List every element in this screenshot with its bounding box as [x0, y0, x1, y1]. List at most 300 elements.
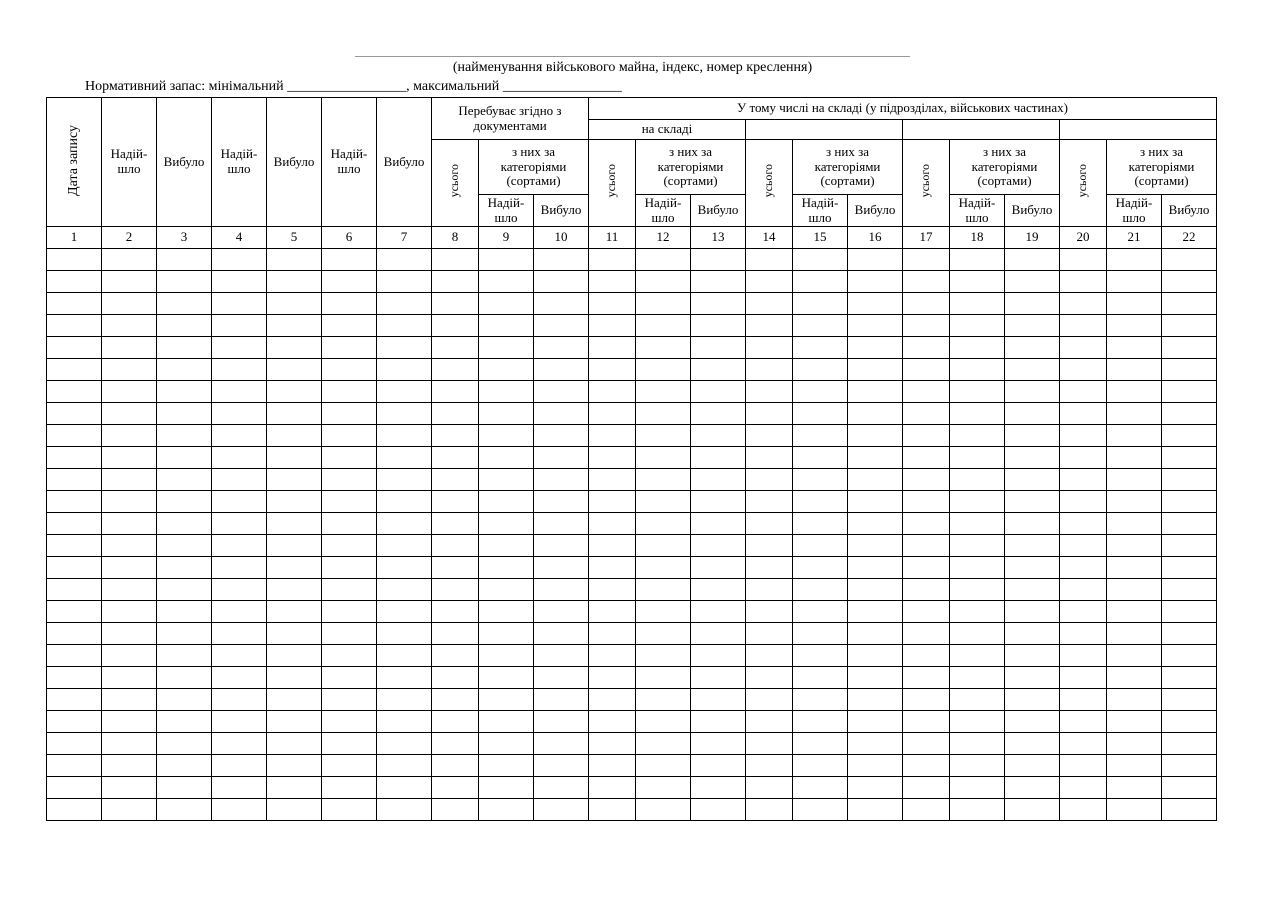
- ledger-cell[interactable]: [479, 337, 534, 359]
- ledger-cell[interactable]: [1162, 623, 1217, 645]
- ledger-cell[interactable]: [950, 513, 1005, 535]
- ledger-cell[interactable]: [1162, 601, 1217, 623]
- ledger-cell[interactable]: [1005, 403, 1060, 425]
- ledger-cell[interactable]: [950, 557, 1005, 579]
- ledger-cell[interactable]: [903, 293, 950, 315]
- ledger-cell[interactable]: [432, 293, 479, 315]
- ledger-cell[interactable]: [534, 535, 589, 557]
- ledger-cell[interactable]: [1162, 667, 1217, 689]
- ledger-cell[interactable]: [636, 293, 691, 315]
- ledger-cell[interactable]: [377, 689, 432, 711]
- ledger-cell[interactable]: [848, 271, 903, 293]
- ledger-cell[interactable]: [1060, 337, 1107, 359]
- ledger-cell[interactable]: [1162, 733, 1217, 755]
- ledger-cell[interactable]: [534, 249, 589, 271]
- ledger-cell[interactable]: [950, 711, 1005, 733]
- ledger-cell[interactable]: [950, 535, 1005, 557]
- ledger-cell[interactable]: [1107, 513, 1162, 535]
- ledger-cell[interactable]: [848, 491, 903, 513]
- ledger-cell[interactable]: [534, 315, 589, 337]
- ledger-cell[interactable]: [589, 271, 636, 293]
- ledger-cell[interactable]: [47, 711, 102, 733]
- ledger-cell[interactable]: [793, 249, 848, 271]
- ledger-cell[interactable]: [636, 535, 691, 557]
- ledger-cell[interactable]: [212, 271, 267, 293]
- ledger-cell[interactable]: [1107, 469, 1162, 491]
- ledger-cell[interactable]: [479, 667, 534, 689]
- ledger-cell[interactable]: [432, 777, 479, 799]
- ledger-cell[interactable]: [848, 535, 903, 557]
- ledger-cell[interactable]: [157, 425, 212, 447]
- ledger-cell[interactable]: [479, 271, 534, 293]
- ledger-cell[interactable]: [589, 535, 636, 557]
- ledger-cell[interactable]: [102, 667, 157, 689]
- ledger-cell[interactable]: [903, 579, 950, 601]
- ledger-cell[interactable]: [267, 249, 322, 271]
- ledger-cell[interactable]: [691, 491, 746, 513]
- ledger-cell[interactable]: [746, 315, 793, 337]
- ledger-cell[interactable]: [479, 601, 534, 623]
- ledger-cell[interactable]: [1107, 447, 1162, 469]
- ledger-cell[interactable]: [903, 777, 950, 799]
- ledger-cell[interactable]: [903, 381, 950, 403]
- ledger-cell[interactable]: [157, 491, 212, 513]
- ledger-cell[interactable]: [793, 777, 848, 799]
- ledger-cell[interactable]: [589, 799, 636, 821]
- ledger-cell[interactable]: [793, 535, 848, 557]
- ledger-cell[interactable]: [267, 799, 322, 821]
- ledger-cell[interactable]: [848, 425, 903, 447]
- ledger-cell[interactable]: [322, 755, 377, 777]
- ledger-cell[interactable]: [848, 777, 903, 799]
- ledger-cell[interactable]: [212, 491, 267, 513]
- ledger-cell[interactable]: [432, 381, 479, 403]
- ledger-cell[interactable]: [322, 359, 377, 381]
- ledger-cell[interactable]: [212, 469, 267, 491]
- ledger-cell[interactable]: [157, 337, 212, 359]
- ledger-cell[interactable]: [267, 645, 322, 667]
- ledger-cell[interactable]: [636, 623, 691, 645]
- ledger-cell[interactable]: [267, 689, 322, 711]
- ledger-cell[interactable]: [1107, 755, 1162, 777]
- ledger-cell[interactable]: [47, 513, 102, 535]
- ledger-cell[interactable]: [636, 667, 691, 689]
- ledger-cell[interactable]: [636, 799, 691, 821]
- ledger-cell[interactable]: [1005, 755, 1060, 777]
- ledger-cell[interactable]: [691, 381, 746, 403]
- ledger-cell[interactable]: [1107, 403, 1162, 425]
- ledger-cell[interactable]: [848, 249, 903, 271]
- ledger-cell[interactable]: [1107, 293, 1162, 315]
- ledger-cell[interactable]: [47, 381, 102, 403]
- ledger-cell[interactable]: [267, 447, 322, 469]
- ledger-cell[interactable]: [47, 447, 102, 469]
- ledger-cell[interactable]: [157, 601, 212, 623]
- ledger-cell[interactable]: [1060, 777, 1107, 799]
- ledger-cell[interactable]: [212, 359, 267, 381]
- ledger-cell[interactable]: [157, 799, 212, 821]
- ledger-cell[interactable]: [903, 469, 950, 491]
- ledger-cell[interactable]: [1060, 799, 1107, 821]
- ledger-cell[interactable]: [432, 359, 479, 381]
- ledger-cell[interactable]: [589, 689, 636, 711]
- ledger-cell[interactable]: [322, 689, 377, 711]
- ledger-cell[interactable]: [157, 667, 212, 689]
- ledger-cell[interactable]: [157, 623, 212, 645]
- ledger-cell[interactable]: [432, 601, 479, 623]
- ledger-cell[interactable]: [212, 601, 267, 623]
- ledger-cell[interactable]: [322, 315, 377, 337]
- ledger-cell[interactable]: [950, 601, 1005, 623]
- ledger-cell[interactable]: [1005, 447, 1060, 469]
- ledger-cell[interactable]: [377, 645, 432, 667]
- ledger-cell[interactable]: [903, 645, 950, 667]
- ledger-cell[interactable]: [950, 425, 1005, 447]
- ledger-cell[interactable]: [377, 249, 432, 271]
- ledger-cell[interactable]: [746, 513, 793, 535]
- ledger-cell[interactable]: [1107, 689, 1162, 711]
- ledger-cell[interactable]: [534, 359, 589, 381]
- ledger-cell[interactable]: [479, 381, 534, 403]
- ledger-cell[interactable]: [903, 601, 950, 623]
- ledger-cell[interactable]: [636, 425, 691, 447]
- ledger-cell[interactable]: [479, 689, 534, 711]
- ledger-cell[interactable]: [479, 513, 534, 535]
- ledger-cell[interactable]: [432, 799, 479, 821]
- ledger-cell[interactable]: [691, 689, 746, 711]
- ledger-cell[interactable]: [377, 557, 432, 579]
- ledger-cell[interactable]: [636, 755, 691, 777]
- ledger-cell[interactable]: [322, 645, 377, 667]
- ledger-cell[interactable]: [47, 799, 102, 821]
- ledger-cell[interactable]: [793, 689, 848, 711]
- ledger-cell[interactable]: [267, 733, 322, 755]
- ledger-cell[interactable]: [1060, 579, 1107, 601]
- ledger-cell[interactable]: [267, 667, 322, 689]
- ledger-cell[interactable]: [636, 381, 691, 403]
- ledger-cell[interactable]: [1107, 623, 1162, 645]
- ledger-cell[interactable]: [479, 711, 534, 733]
- ledger-cell[interactable]: [746, 667, 793, 689]
- ledger-cell[interactable]: [903, 403, 950, 425]
- ledger-cell[interactable]: [746, 755, 793, 777]
- ledger-cell[interactable]: [47, 337, 102, 359]
- ledger-cell[interactable]: [432, 689, 479, 711]
- ledger-cell[interactable]: [589, 777, 636, 799]
- ledger-cell[interactable]: [479, 491, 534, 513]
- ledger-cell[interactable]: [848, 711, 903, 733]
- ledger-cell[interactable]: [848, 557, 903, 579]
- ledger-cell[interactable]: [212, 579, 267, 601]
- ledger-cell[interactable]: [1005, 491, 1060, 513]
- ledger-cell[interactable]: [102, 535, 157, 557]
- ledger-cell[interactable]: [1107, 667, 1162, 689]
- ledger-cell[interactable]: [157, 271, 212, 293]
- ledger-cell[interactable]: [1005, 359, 1060, 381]
- ledger-cell[interactable]: [102, 513, 157, 535]
- min-stock-field[interactable]: _________________: [287, 79, 407, 94]
- ledger-cell[interactable]: [212, 315, 267, 337]
- ledger-cell[interactable]: [47, 733, 102, 755]
- ledger-cell[interactable]: [534, 711, 589, 733]
- ledger-cell[interactable]: [1162, 755, 1217, 777]
- ledger-cell[interactable]: [691, 711, 746, 733]
- ledger-cell[interactable]: [636, 711, 691, 733]
- ledger-cell[interactable]: [1162, 535, 1217, 557]
- ledger-cell[interactable]: [1162, 777, 1217, 799]
- ledger-cell[interactable]: [47, 293, 102, 315]
- ledger-cell[interactable]: [746, 271, 793, 293]
- ledger-cell[interactable]: [848, 799, 903, 821]
- ledger-cell[interactable]: [903, 491, 950, 513]
- ledger-cell[interactable]: [157, 293, 212, 315]
- ledger-cell[interactable]: [950, 755, 1005, 777]
- ledger-cell[interactable]: [1107, 491, 1162, 513]
- ledger-cell[interactable]: [903, 315, 950, 337]
- ledger-cell[interactable]: [322, 293, 377, 315]
- ledger-cell[interactable]: [793, 733, 848, 755]
- ledger-cell[interactable]: [1060, 447, 1107, 469]
- ledger-cell[interactable]: [746, 337, 793, 359]
- ledger-cell[interactable]: [1060, 403, 1107, 425]
- ledger-cell[interactable]: [746, 359, 793, 381]
- ledger-cell[interactable]: [589, 447, 636, 469]
- ledger-cell[interactable]: [157, 469, 212, 491]
- ledger-cell[interactable]: [848, 469, 903, 491]
- ledger-cell[interactable]: [1162, 689, 1217, 711]
- ledger-cell[interactable]: [1005, 249, 1060, 271]
- ledger-cell[interactable]: [589, 557, 636, 579]
- ledger-cell[interactable]: [746, 711, 793, 733]
- ledger-cell[interactable]: [47, 491, 102, 513]
- ledger-cell[interactable]: [1005, 557, 1060, 579]
- ledger-cell[interactable]: [102, 381, 157, 403]
- ledger-cell[interactable]: [636, 359, 691, 381]
- ledger-cell[interactable]: [1005, 799, 1060, 821]
- ledger-cell[interactable]: [377, 271, 432, 293]
- ledger-cell[interactable]: [1060, 271, 1107, 293]
- ledger-cell[interactable]: [377, 293, 432, 315]
- ledger-cell[interactable]: [746, 799, 793, 821]
- ledger-cell[interactable]: [212, 337, 267, 359]
- ledger-cell[interactable]: [903, 337, 950, 359]
- ledger-cell[interactable]: [793, 491, 848, 513]
- ledger-cell[interactable]: [322, 667, 377, 689]
- ledger-cell[interactable]: [746, 623, 793, 645]
- ledger-cell[interactable]: [903, 667, 950, 689]
- ledger-cell[interactable]: [267, 381, 322, 403]
- ledger-cell[interactable]: [793, 601, 848, 623]
- ledger-cell[interactable]: [746, 777, 793, 799]
- ledger-cell[interactable]: [793, 447, 848, 469]
- ledger-cell[interactable]: [636, 579, 691, 601]
- ledger-cell[interactable]: [636, 557, 691, 579]
- ledger-cell[interactable]: [212, 667, 267, 689]
- ledger-cell[interactable]: [322, 601, 377, 623]
- ledger-cell[interactable]: [47, 623, 102, 645]
- ledger-cell[interactable]: [102, 711, 157, 733]
- ledger-cell[interactable]: [534, 689, 589, 711]
- ledger-cell[interactable]: [950, 777, 1005, 799]
- ledger-cell[interactable]: [1060, 711, 1107, 733]
- ledger-cell[interactable]: [1005, 315, 1060, 337]
- ledger-cell[interactable]: [377, 315, 432, 337]
- ledger-cell[interactable]: [377, 755, 432, 777]
- ledger-cell[interactable]: [589, 293, 636, 315]
- ledger-cell[interactable]: [1060, 491, 1107, 513]
- ledger-cell[interactable]: [534, 425, 589, 447]
- ledger-cell[interactable]: [848, 359, 903, 381]
- ledger-cell[interactable]: [534, 601, 589, 623]
- ledger-cell[interactable]: [267, 359, 322, 381]
- ledger-cell[interactable]: [691, 359, 746, 381]
- ledger-cell[interactable]: [950, 799, 1005, 821]
- ledger-cell[interactable]: [793, 667, 848, 689]
- ledger-cell[interactable]: [479, 315, 534, 337]
- ledger-cell[interactable]: [47, 755, 102, 777]
- ledger-cell[interactable]: [950, 733, 1005, 755]
- ledger-cell[interactable]: [903, 689, 950, 711]
- ledger-cell[interactable]: [432, 645, 479, 667]
- ledger-cell[interactable]: [950, 623, 1005, 645]
- ledger-cell[interactable]: [377, 601, 432, 623]
- ledger-cell[interactable]: [322, 579, 377, 601]
- ledger-cell[interactable]: [691, 579, 746, 601]
- ledger-cell[interactable]: [157, 381, 212, 403]
- ledger-cell[interactable]: [1107, 557, 1162, 579]
- ledger-cell[interactable]: [1107, 535, 1162, 557]
- ledger-cell[interactable]: [432, 469, 479, 491]
- ledger-cell[interactable]: [322, 711, 377, 733]
- ledger-cell[interactable]: [1005, 579, 1060, 601]
- ledger-cell[interactable]: [691, 667, 746, 689]
- ledger-cell[interactable]: [47, 249, 102, 271]
- ledger-cell[interactable]: [1060, 535, 1107, 557]
- ledger-cell[interactable]: [157, 249, 212, 271]
- ledger-cell[interactable]: [322, 535, 377, 557]
- ledger-cell[interactable]: [848, 381, 903, 403]
- ledger-cell[interactable]: [47, 535, 102, 557]
- ledger-cell[interactable]: [903, 249, 950, 271]
- ledger-cell[interactable]: [432, 711, 479, 733]
- ledger-cell[interactable]: [432, 667, 479, 689]
- ledger-cell[interactable]: [746, 491, 793, 513]
- ledger-cell[interactable]: [1162, 447, 1217, 469]
- ledger-cell[interactable]: [102, 447, 157, 469]
- ledger-cell[interactable]: [589, 381, 636, 403]
- ledger-cell[interactable]: [47, 425, 102, 447]
- ledger-cell[interactable]: [102, 469, 157, 491]
- ledger-cell[interactable]: [534, 337, 589, 359]
- ledger-cell[interactable]: [534, 403, 589, 425]
- ledger-cell[interactable]: [432, 491, 479, 513]
- ledger-cell[interactable]: [903, 623, 950, 645]
- ledger-cell[interactable]: [479, 447, 534, 469]
- ledger-cell[interactable]: [157, 755, 212, 777]
- ledger-cell[interactable]: [1107, 799, 1162, 821]
- ledger-cell[interactable]: [479, 579, 534, 601]
- ledger-cell[interactable]: [534, 777, 589, 799]
- ledger-cell[interactable]: [534, 755, 589, 777]
- ledger-cell[interactable]: [267, 623, 322, 645]
- ledger-cell[interactable]: [432, 623, 479, 645]
- ledger-cell[interactable]: [102, 645, 157, 667]
- ledger-cell[interactable]: [534, 645, 589, 667]
- ledger-cell[interactable]: [1162, 337, 1217, 359]
- ledger-cell[interactable]: [322, 403, 377, 425]
- ledger-cell[interactable]: [1005, 293, 1060, 315]
- ledger-cell[interactable]: [377, 425, 432, 447]
- ledger-cell[interactable]: [479, 403, 534, 425]
- ledger-cell[interactable]: [322, 623, 377, 645]
- ledger-cell[interactable]: [432, 755, 479, 777]
- ledger-cell[interactable]: [903, 271, 950, 293]
- ledger-cell[interactable]: [950, 381, 1005, 403]
- ledger-cell[interactable]: [848, 667, 903, 689]
- ledger-cell[interactable]: [267, 469, 322, 491]
- ledger-cell[interactable]: [157, 777, 212, 799]
- ledger-cell[interactable]: [589, 249, 636, 271]
- ledger-cell[interactable]: [691, 469, 746, 491]
- ledger-cell[interactable]: [691, 315, 746, 337]
- ledger-cell[interactable]: [432, 337, 479, 359]
- ledger-cell[interactable]: [102, 315, 157, 337]
- ledger-cell[interactable]: [636, 689, 691, 711]
- ledger-cell[interactable]: [746, 645, 793, 667]
- ledger-cell[interactable]: [377, 403, 432, 425]
- ledger-cell[interactable]: [1060, 249, 1107, 271]
- ledger-cell[interactable]: [432, 557, 479, 579]
- ledger-cell[interactable]: [267, 535, 322, 557]
- ledger-cell[interactable]: [157, 513, 212, 535]
- ledger-cell[interactable]: [1005, 623, 1060, 645]
- ledger-cell[interactable]: [793, 293, 848, 315]
- ledger-cell[interactable]: [322, 337, 377, 359]
- ledger-cell[interactable]: [479, 645, 534, 667]
- ledger-cell[interactable]: [746, 535, 793, 557]
- ledger-cell[interactable]: [377, 535, 432, 557]
- ledger-cell[interactable]: [691, 799, 746, 821]
- ledger-cell[interactable]: [47, 689, 102, 711]
- ledger-cell[interactable]: [47, 777, 102, 799]
- ledger-cell[interactable]: [102, 425, 157, 447]
- ledger-cell[interactable]: [267, 777, 322, 799]
- ledger-cell[interactable]: [691, 777, 746, 799]
- ledger-cell[interactable]: [1162, 799, 1217, 821]
- ledger-cell[interactable]: [1162, 425, 1217, 447]
- ledger-cell[interactable]: [589, 601, 636, 623]
- ledger-cell[interactable]: [102, 293, 157, 315]
- ledger-cell[interactable]: [377, 667, 432, 689]
- ledger-cell[interactable]: [1107, 777, 1162, 799]
- ledger-cell[interactable]: [102, 491, 157, 513]
- ledger-cell[interactable]: [589, 711, 636, 733]
- ledger-cell[interactable]: [903, 447, 950, 469]
- ledger-cell[interactable]: [848, 689, 903, 711]
- ledger-cell[interactable]: [691, 623, 746, 645]
- ledger-cell[interactable]: [903, 513, 950, 535]
- ledger-cell[interactable]: [534, 557, 589, 579]
- ledger-cell[interactable]: [322, 447, 377, 469]
- ledger-cell[interactable]: [479, 293, 534, 315]
- ledger-cell[interactable]: [157, 315, 212, 337]
- ledger-cell[interactable]: [950, 447, 1005, 469]
- ledger-cell[interactable]: [691, 271, 746, 293]
- ledger-cell[interactable]: [157, 535, 212, 557]
- max-stock-field[interactable]: _________________: [502, 79, 622, 94]
- ledger-cell[interactable]: [1107, 249, 1162, 271]
- ledger-cell[interactable]: [793, 755, 848, 777]
